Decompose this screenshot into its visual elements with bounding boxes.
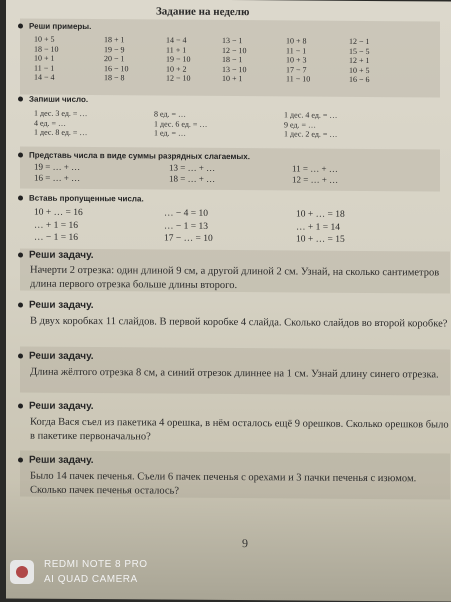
grid-cell: 13 = … + … [169,162,216,173]
grid-column [154,109,207,138]
grid-column [34,109,87,138]
grid-cell: 10 + … = 15 [296,234,345,245]
grid-cell: 1 дес. 2 ед. = … [284,129,338,139]
page-title: Задание на неделю [156,5,250,19]
grid-cell: 11 + 1 [166,45,187,55]
section-4-heading: Вставь пропущенные числа. [18,194,144,204]
grid-cell: 10 + … = 16 [34,207,83,218]
grid-cell: 14 − 4 [34,72,55,82]
grid-cell: 12 − 1 [349,36,370,46]
task-1-text: Начерти 2 отрезка: один длиной 9 см, а другой длиной 2 см. Узнай, на сколько сантиметров длина первого отрезка больше длины второго. [30,264,440,292]
digit-sum-grid [34,162,434,187]
section-3-heading: Представь числа в виде суммы разрядных слагаемых. [18,151,250,162]
grid-cell: … − 1 = 13 [164,221,208,232]
examples-grid [34,35,434,90]
grid-cell: 1 дес. 6 ед. = … [154,118,208,129]
camera-watermark [10,556,210,592]
grid-cell: … − 4 = 10 [164,208,208,219]
grid-cell: 12 = … + … [292,174,339,185]
grid-cell: 18 + 1 [104,35,125,45]
bullet-icon [18,353,23,358]
grid-cell: … + 1 = 16 [34,220,78,231]
grid-column [286,36,310,84]
section-1-heading: Реши примеры. [18,22,91,32]
camera-icon [10,560,34,584]
grid-cell: … − 1 = 16 [34,232,78,243]
grid-cell: 12 − 10 [166,73,191,83]
grid-cell: 11 = … + … [292,163,338,174]
grid-column [34,162,80,184]
grid-column [292,163,338,185]
grid-cell: 4 ед. = … [34,118,67,128]
bullet-icon [18,252,23,257]
bullet-icon [18,403,23,408]
task-2-text: В двух коробках 11 слайдов. В первой коробке 4 слайда. Сколько слайдов во второй коробке? [30,315,448,330]
grid-cell: 11 − 1 [286,45,307,56]
grid-cell: 12 − 10 [222,45,247,55]
grid-cell: 1 ед. = … [154,128,187,138]
grid-cell: 10 + 3 [286,55,307,65]
grid-column [164,208,213,246]
grid-cell: 11 − 1 [34,63,55,73]
grid-column [34,35,59,83]
grid-cell: 18 − 8 [104,73,125,83]
grid-cell: 9 ед. = … [284,119,317,130]
task-4-text: Когда Вася съел из пакетика 4 орешка, в нём осталось ещё 9 орешков. Сколько орешков было в пакетике первоначально? [30,416,449,443]
grid-column [34,207,83,245]
grid-cell: 14 − 4 [166,35,187,45]
missing-numbers-grid [34,207,434,250]
grid-column [222,36,247,84]
grid-cell: 10 + 5 [34,34,55,44]
page-number: 9 [242,536,248,551]
section-2-heading: Запиши число. [18,95,88,104]
grid-cell: 18 − 1 [222,54,243,65]
grid-cell: 15 − 5 [349,46,370,56]
grid-cell: 10 + … = 18 [296,209,345,220]
task-1-heading: Реши задачу. [18,250,94,262]
grid-column [104,35,129,83]
grid-cell: 13 − 10 [222,64,247,74]
grid-cell: 10 + 8 [286,36,307,46]
bullet-icon [18,302,23,307]
workbook-page [6,0,451,602]
bullet-icon [18,457,23,462]
task-5-heading: Реши задачу. [18,455,94,467]
task-3-text: Длина жёлтого отрезка 8 см, а синий отрезок длиннее на 1 см. Узнай длину синего отрезка. [30,366,439,381]
grid-cell: … + 1 = 14 [296,221,340,233]
grid-cell: 10 + 1 [34,53,55,63]
grid-cell: 1 дес. 3 ед. = … [34,108,88,119]
task-3-heading: Реши задачу. [18,351,94,363]
grid-cell: 19 − 9 [104,44,125,54]
grid-column [296,208,345,246]
camera-model: REDMI NOTE 8 PRO [44,559,148,570]
grid-cell: 19 = … + … [34,161,81,172]
bullet-icon [18,24,23,29]
bullet-icon [18,97,23,102]
grid-column [169,163,215,185]
grid-cell: 1 дес. 4 ед. = … [284,110,338,120]
grid-cell: 17 − 7 [286,64,307,75]
grid-cell: 1 дес. 8 ед. = … [34,127,88,138]
grid-cell: 16 − 10 [104,63,129,73]
grid-cell: 16 − 6 [349,74,370,84]
task-4-heading: Реши задачу. [18,401,94,413]
grid-cell: 18 = … + … [169,173,216,184]
task-2-heading: Реши задачу. [18,300,94,312]
grid-cell: 18 − 10 [34,44,59,54]
grid-cell: 16 = … + … [34,172,81,183]
grid-cell: 10 + 2 [166,64,187,74]
grid-cell: 10 + 1 [222,73,243,84]
grid-column [166,36,191,84]
grid-column [349,37,370,85]
grid-cell: 17 − … = 10 [164,233,213,244]
grid-cell: 8 ед. = … [154,109,187,119]
bullet-icon [18,153,23,158]
task-5-text: Было 14 пачек печенья. Съели 6 пачек печенья с орехами и 3 пачки печенья с изюмом. Сколько пачек печенья осталось? [30,470,417,497]
grid-cell: 11 − 10 [286,74,311,84]
grid-cell: 20 − 1 [104,54,125,64]
camera-type: AI QUAD CAMERA [44,574,138,585]
grid-column [284,110,337,139]
grid-cell: 13 − 1 [222,35,243,46]
grid-cell: 12 + 1 [349,55,370,65]
grid-cell: 19 − 10 [166,54,191,64]
grid-cell: 10 + 5 [349,65,370,75]
bullet-icon [18,196,23,201]
write-number-grid [34,109,434,144]
